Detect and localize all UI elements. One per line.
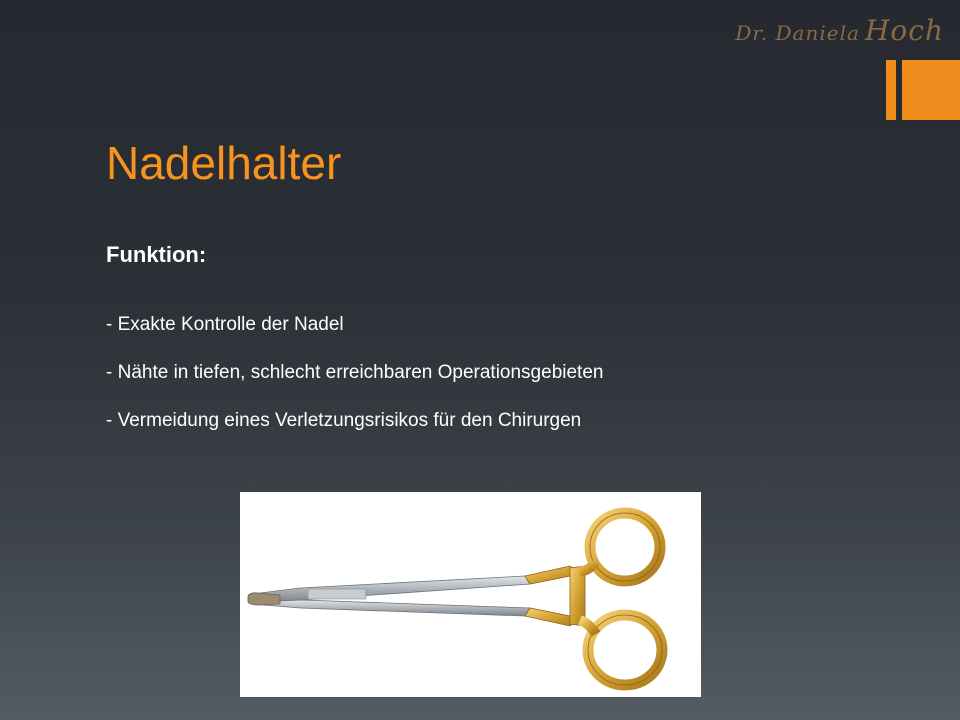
- accent-bar-wide: [902, 60, 960, 120]
- slide-subtitle: Funktion:: [106, 242, 207, 267]
- bullet-list: [106, 312, 603, 456]
- brand-first-name: Dr. Daniela: [735, 21, 860, 45]
- brand-logo: [735, 14, 944, 47]
- slide-title: Nadelhalter: [106, 137, 342, 189]
- accent-bar-thin: [886, 60, 896, 120]
- needle-holder-image: [240, 492, 701, 697]
- bullet-item: - Exakte Kontrolle der Nadel: [106, 314, 344, 335]
- bullet-item: - Nähte in tiefen, schlecht erreichbaren Operationsgebieten: [106, 362, 604, 383]
- bullet-item: - Vermeidung eines Verletzungsrisikos für den Chirurgen: [106, 410, 582, 431]
- brand-last-name: Hoch: [865, 14, 944, 47]
- needle-holder-illustration: [240, 492, 701, 697]
